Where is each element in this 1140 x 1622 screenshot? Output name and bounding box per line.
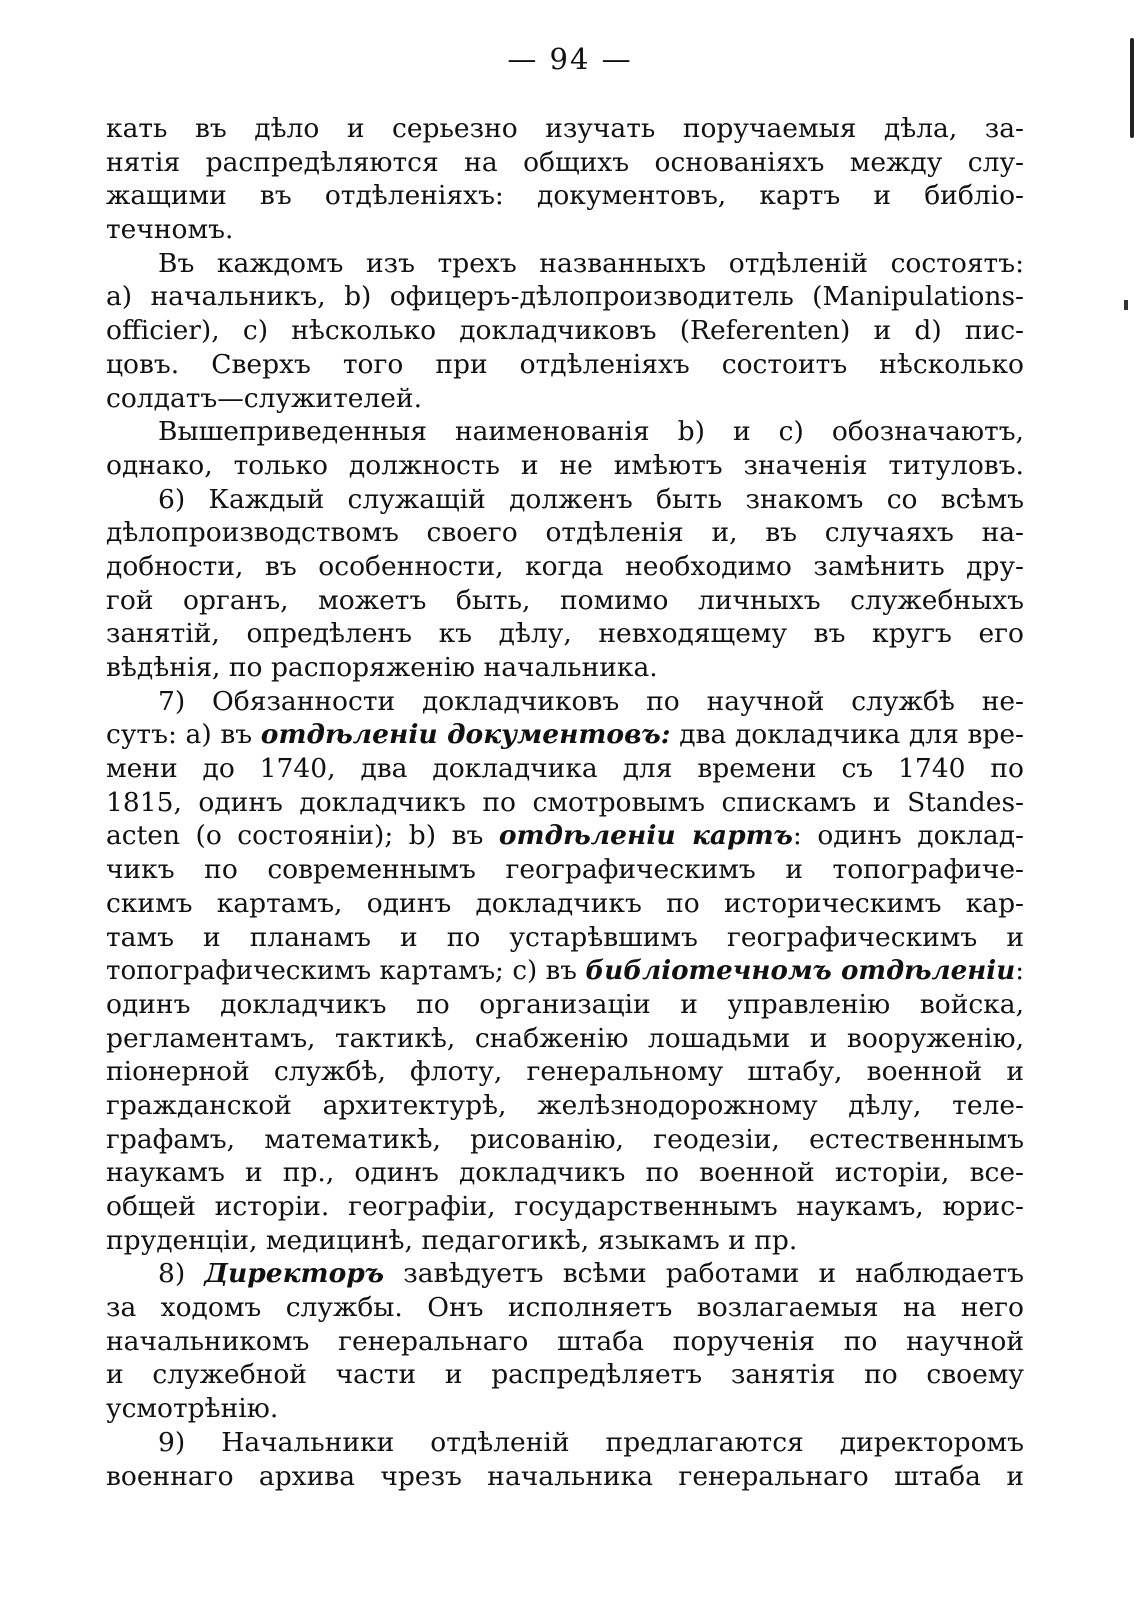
text-line: одинъ докладчикъ по организаціи и управленію войска, (106, 988, 1024, 1020)
text-line: кать въ дѣло и серьезно изучать поручаемыя дѣла, за- (106, 113, 1024, 144)
text-line (106, 1257, 1024, 1291)
text-segment: : (1015, 956, 1025, 987)
text-line: добности, въ особенности, когда необходимо замѣнить дру- (106, 550, 1024, 582)
text-line: 9) Начальники отдѣленій предлагаются директоромъ (158, 1426, 1024, 1458)
text-line: солдатъ—служителей. (106, 382, 423, 414)
text-segment: acten (о состояніи); b) въ (106, 820, 499, 852)
text-line: officier), с) нѣсколько докладчиковъ (Referenten) и d) пис- (106, 315, 1024, 347)
text-line: жащими въ отдѣленіяхъ: документовъ, картъ и библіо- (106, 180, 1024, 212)
text-line: скимъ картамъ, одинъ докладчикъ по историческимъ кар- (106, 887, 1024, 919)
text-line: графамъ, математикѣ, рисованію, геодезіи, естественнымъ (106, 1123, 1024, 1155)
text-line: регламентамъ, тактикѣ, снабженію лошадьми и вооруженію, (106, 1022, 1024, 1054)
text-line: цовъ. Сверхъ того при отдѣленіяхъ состоитъ нѣсколько (106, 348, 1024, 380)
text-line (106, 819, 1024, 853)
text-segment: сутъ: а) въ (106, 719, 261, 751)
emphasized-text: отдѣленіи документовъ: (260, 719, 671, 751)
text-line: за ходомъ службы. Онъ исполняетъ возлагаемыя на него (106, 1292, 1024, 1324)
text-line: 6) Каждый служащій долженъ быть знакомъ со всѣмъ (158, 483, 1024, 515)
text-line: усмотрѣнію. (106, 1393, 279, 1425)
text-line: гражданской архитектурѣ, желѣзнодорожному дѣлу, теле- (106, 1089, 1024, 1121)
text-line: наукамъ и пр., одинъ докладчикъ по военной исторіи, все- (106, 1157, 1024, 1189)
emphasized-text: Директоръ (204, 1258, 385, 1290)
text-line: общей исторіи. географіи, государственнымъ наукамъ, юрис- (106, 1191, 1024, 1222)
body-text (106, 112, 1024, 1493)
text-line: военнаго архива чрезъ начальника генеральнаго штаба и (106, 1460, 1024, 1492)
text-line: однако, только должность и не имѣютъ значенія титуловъ. (106, 449, 1024, 481)
text-line: Вышеприведенныя наименованія b) и с) обозначаютъ, (158, 416, 1024, 448)
text-line (106, 718, 1024, 752)
text-line: 1815, одинъ докладчикъ по смотровымъ спискамъ и Standes- (106, 786, 1024, 818)
emphasized-text: отдѣленіи картъ (498, 820, 793, 852)
text-segment: : одинъ доклад- (792, 820, 1024, 852)
page-number: — 94 — (507, 42, 633, 76)
text-line (106, 954, 1024, 988)
text-line: течномъ. (106, 214, 234, 246)
scan-edge-dot (1124, 300, 1128, 310)
text-line: Въ каждомъ изъ трехъ названныхъ отдѣленій состоятъ: (158, 247, 1024, 279)
text-line: піонерной службѣ, флоту, генеральному штабу, военной и (106, 1056, 1024, 1088)
text-line: нятія распредѣляются на общихъ основаніяхъ между слу- (106, 146, 1024, 178)
text-line: дѣлопроизводствомъ своего отдѣленія и, въ случаяхъ на- (106, 517, 1024, 549)
text-line: вѣдѣнія, по распоряженію начальника. (106, 652, 658, 683)
text-line: пруденціи, медицинѣ, педагогикѣ, языкамъ и пр. (106, 1224, 798, 1256)
text-line: занятій, опредѣленъ къ дѣлу, невходящему въ кругъ его (106, 618, 1024, 650)
text-segment: два докладчика для вре- (670, 719, 1024, 751)
text-line: и служебной части и распредѣляетъ занятія по своему (106, 1359, 1024, 1391)
text-segment: топографическимъ картамъ; с) въ (106, 956, 586, 987)
emphasized-text: библіотечномъ отдѣленіи (585, 955, 1016, 987)
text-segment: 8) (158, 1258, 205, 1290)
text-line: тамъ и планамъ и по устарѣвшимъ географическимъ и (106, 921, 1024, 953)
text-line: а) начальникъ, b) офицеръ-дѣлопроизводитель (Manipulations- (106, 281, 1024, 313)
text-line: мени до 1740, два докладчика для времени съ 1740 по (106, 753, 1024, 785)
text-segment: завѣдуетъ всѣми работами и наблюдаетъ (384, 1258, 1024, 1290)
text-line: чикъ по современнымъ географическимъ и топографиче- (106, 854, 1024, 886)
text-line: гой органъ, можетъ быть, помимо личныхъ служебныхъ (106, 584, 1024, 616)
text-line: начальникомъ генеральнаго штаба порученія по научной (106, 1325, 1024, 1357)
text-line: 7) Обязанности докладчиковъ по научной службѣ не- (158, 685, 1024, 717)
